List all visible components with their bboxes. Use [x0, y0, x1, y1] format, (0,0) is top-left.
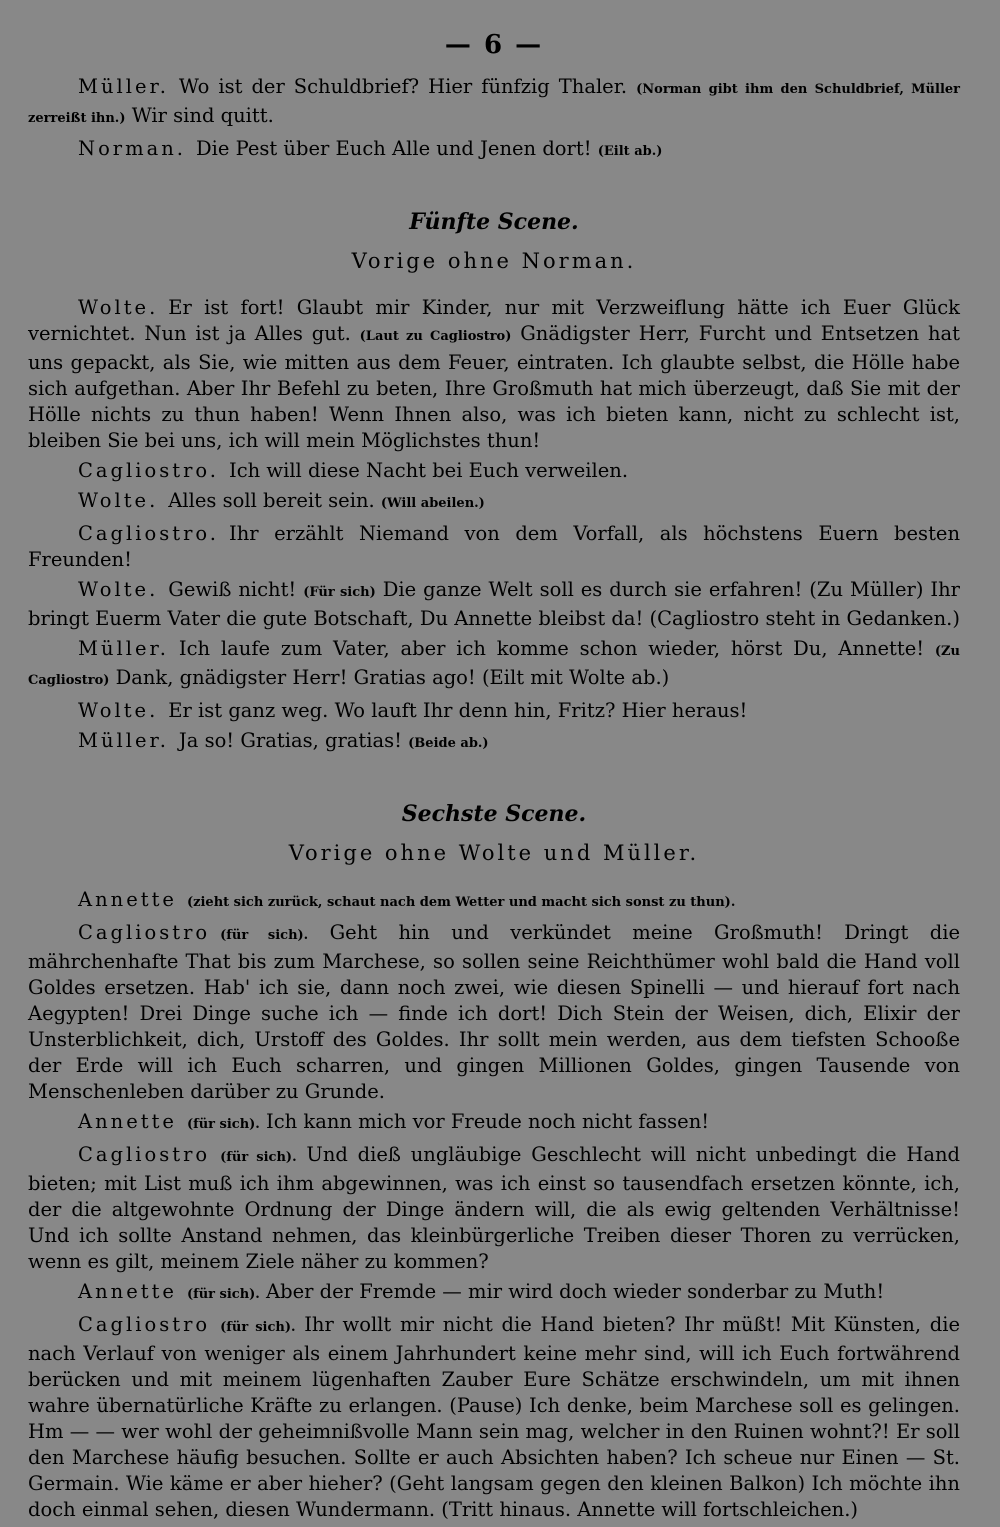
dialogue-text: Er ist ganz weg. Wo lauft Ihr denn hin, Fritz? Hier heraus!: [168, 699, 748, 722]
page-number: — 6 —: [444, 30, 544, 60]
stage-direction: (zieht sich zurück, schaut nach dem Wetter und macht sich sonst zu thun).: [186, 895, 736, 910]
dialogue-text: Ihr erzählt Niemand von dem Vorfall, als höchstens Euern besten Freunden!: [28, 522, 960, 571]
speaker-name: Müller.: [78, 637, 169, 660]
scene-title-5: Fünfte Scene.: [409, 209, 579, 235]
para-annette-3: [28, 1279, 960, 1308]
para-muller-2: [28, 636, 960, 694]
para-cagliostro-5: [28, 1312, 960, 1523]
dialogue-text-continued: Aber der Fremde — mir wird doch wieder sonderbar zu Muth!: [266, 1280, 885, 1303]
speaker-name: Wolte.: [78, 296, 159, 319]
dialogue-text-continued: Und dieß ungläubige Geschlecht will nicht unbedingt die Hand bieten; mit List muß ich ihm abgewinnen, was ich einst so tausendfach ersetzen könnte, ich, der die altgewohnte Ordnung der Dinge ändern will, die als ewig geltenden Verhältnisse! Und ich sollte Anstand nehmen, das kleinbürgerliche Treiben dieser Thoren zu verrücken, wenn es gilt, meinem Ziele näher zu kommen?: [28, 1143, 960, 1273]
stage-direction: (Für sich): [303, 585, 376, 600]
stage-direction: (Laut zu Cagliostro): [359, 329, 512, 344]
speaker-name: Annette: [78, 888, 177, 911]
speaker-name: Annette: [78, 1110, 177, 1133]
para-wolte-2: [28, 488, 960, 517]
speaker-name: Norman.: [78, 137, 186, 160]
stage-direction: (Zu Cagliostro): [28, 644, 960, 688]
stage-direction: (für sich).: [220, 928, 309, 943]
scene-subtitle-5: Vorige ohne Norman.: [351, 249, 637, 273]
speaker-name: Wolte.: [78, 489, 159, 512]
para-cagliostro-3: [28, 920, 960, 1105]
para-cagliostro-2: [28, 521, 960, 573]
dialogue-text: Die Pest über Euch Alle und Jenen dort!: [196, 137, 592, 160]
stage-direction: (für sich).: [220, 1150, 297, 1165]
dialogue-text: Alles soll bereit sein.: [168, 489, 375, 512]
speaker-name: Wolte.: [78, 699, 159, 722]
speaker-name: Annette: [78, 1280, 177, 1303]
stage-direction: (für sich).: [186, 1287, 260, 1302]
speaker-name: Wolte.: [78, 578, 159, 601]
speaker-name: Cagliostro: [78, 1143, 211, 1166]
dialogue-text: Ja so! Gratias, gratias!: [178, 729, 402, 752]
dialogue-text-continued: Wir sind quitt.: [131, 104, 274, 127]
dialogue-text-continued: Ich kann mich vor Freude noch nicht fassen!: [266, 1110, 710, 1133]
stage-direction: (für sich).: [186, 1117, 260, 1132]
speaker-name: Cagliostro: [78, 921, 211, 944]
scene-subtitle-6: Vorige ohne Wolte und Müller.: [288, 841, 700, 865]
stage-direction: (Will abeilen.): [380, 496, 485, 511]
para-cagliostro-1: [28, 458, 960, 484]
para-wolte-3: [28, 577, 960, 632]
dialogue-text-continued: Ihr wollt mir nicht die Hand bieten? Ihr müßt! Mit Künsten, die nach Verlauf von weniger als einem Jahrhundert keine mehr sind, will ich Euch fortwährend berücken und mit meinem lügenhaften Zauber Eure Schätze erschwindeln, um mit ihnen wahre übernatürliche Kräfte zu erlangen. (Pause) Ich denke, beim Marchese soll es gelingen. Hm — — wer wohl der geheimnißvolle Mann sein mag, welcher in den Ruinen wohnt?! Er soll den Marchese häufig besuchen. Sollte er auch Absichten haben? Ich scheue nur Einen — St. Germain. Wie käme er aber hieher? (Geht langsam gegen den kleinen Balkon) Ich möchte ihn doch einmal sehen, diesen Wundermann. (Tritt hinaus. Annette will fortschleichen.): [28, 1313, 960, 1521]
para-annette-2: [28, 1109, 960, 1138]
dialogue-text-continued: Dank, gnädigster Herr! Gratias ago! (Eilt mit Wolte ab.): [115, 666, 670, 689]
stage-direction: (Eilt ab.): [597, 144, 663, 159]
para-wolte-4: [28, 698, 960, 724]
stage-direction: (für sich).: [220, 1320, 296, 1335]
dialogue-text-continued: Die ganze Welt soll es durch sie erfahren! (Zu Müller) Ihr bringt Euerm Vater die gute Botschaft, Du Annette bleibst da! (Cagliostro steht in Gedanken.): [28, 578, 961, 630]
dialogue-text-continued: Geht hin und verkündet meine Großmuth! Dringt die mährchenhafte That bis zum Marchese, so sollen seine Reichthümer wohl bald die Hand voll Goldes ersetzen. Hab' ich sie, dann noch zwei, wie diesen Spinelli — und hierauf fort nach Aegypten! Drei Dinge suche ich — finde ich dort! Dich Stein der Weisen, dich, Elixir der Unsterblichkeit, dich, Urstoff des Goldes. Ihr sollt mein werden, aus dem tiefsten Schooße der Erde will ich Euch scharren, und gingen Millionen Goldes, gingen Tausende von Menschenleben darüber zu Grunde.: [28, 921, 961, 1103]
dialogue-text: Ich will diese Nacht bei Euch verweilen.: [229, 459, 629, 482]
para-cagliostro-4: [28, 1142, 960, 1275]
para-norman: [28, 136, 960, 165]
dialogue-text-continued: Gnädigster Herr, Furcht und Entsetzen hat uns gepackt, als Sie, wie mitten aus dem Feuer, eintraten. Ich glaubte selbst, die Hölle habe sich aufgethan. Aber Ihr Befehl zu beten, Ihre Großmuth hat mich überzeugt, daß Sie mit der Hölle nichts zu thun haben! Wenn Ihnen also, was ich bieten kann, nicht zu schlecht ist, bleiben Sie bei uns, ich will mein Möglichstes thun!: [28, 322, 960, 452]
speaker-name: Cagliostro.: [78, 459, 220, 482]
speaker-name: Müller.: [78, 729, 169, 752]
speaker-name: Müller.: [78, 75, 169, 98]
para-annette-1: [28, 887, 960, 916]
para-wolte-1: [28, 295, 960, 454]
para-muller-1: [28, 74, 960, 132]
dialogue-text: Er ist fort! Glaubt mir Kinder, nur mit Verzweiflung hätte ich Euer Glück vernichtet. Nun ist ja Alles gut.: [28, 296, 960, 345]
dialogue-text: Wo ist der Schuldbrief? Hier fünfzig Thaler.: [178, 75, 628, 98]
speaker-name: Cagliostro.: [78, 522, 220, 545]
scene-title-6: Sechste Scene.: [401, 801, 587, 827]
para-muller-3: [28, 728, 960, 757]
dialogue-text: Ich laufe zum Vater, aber ich komme schon wieder, hörst Du, Annette!: [178, 637, 925, 660]
document-page: [28, 30, 960, 1527]
stage-direction: (Norman gibt ihm den Schuldbrief, Müller zerreißt ihn.): [28, 82, 961, 126]
dialogue-text: Gewiß nicht!: [168, 578, 297, 601]
stage-direction: (Beide ab.): [408, 736, 489, 751]
speaker-name: Cagliostro: [78, 1313, 211, 1336]
